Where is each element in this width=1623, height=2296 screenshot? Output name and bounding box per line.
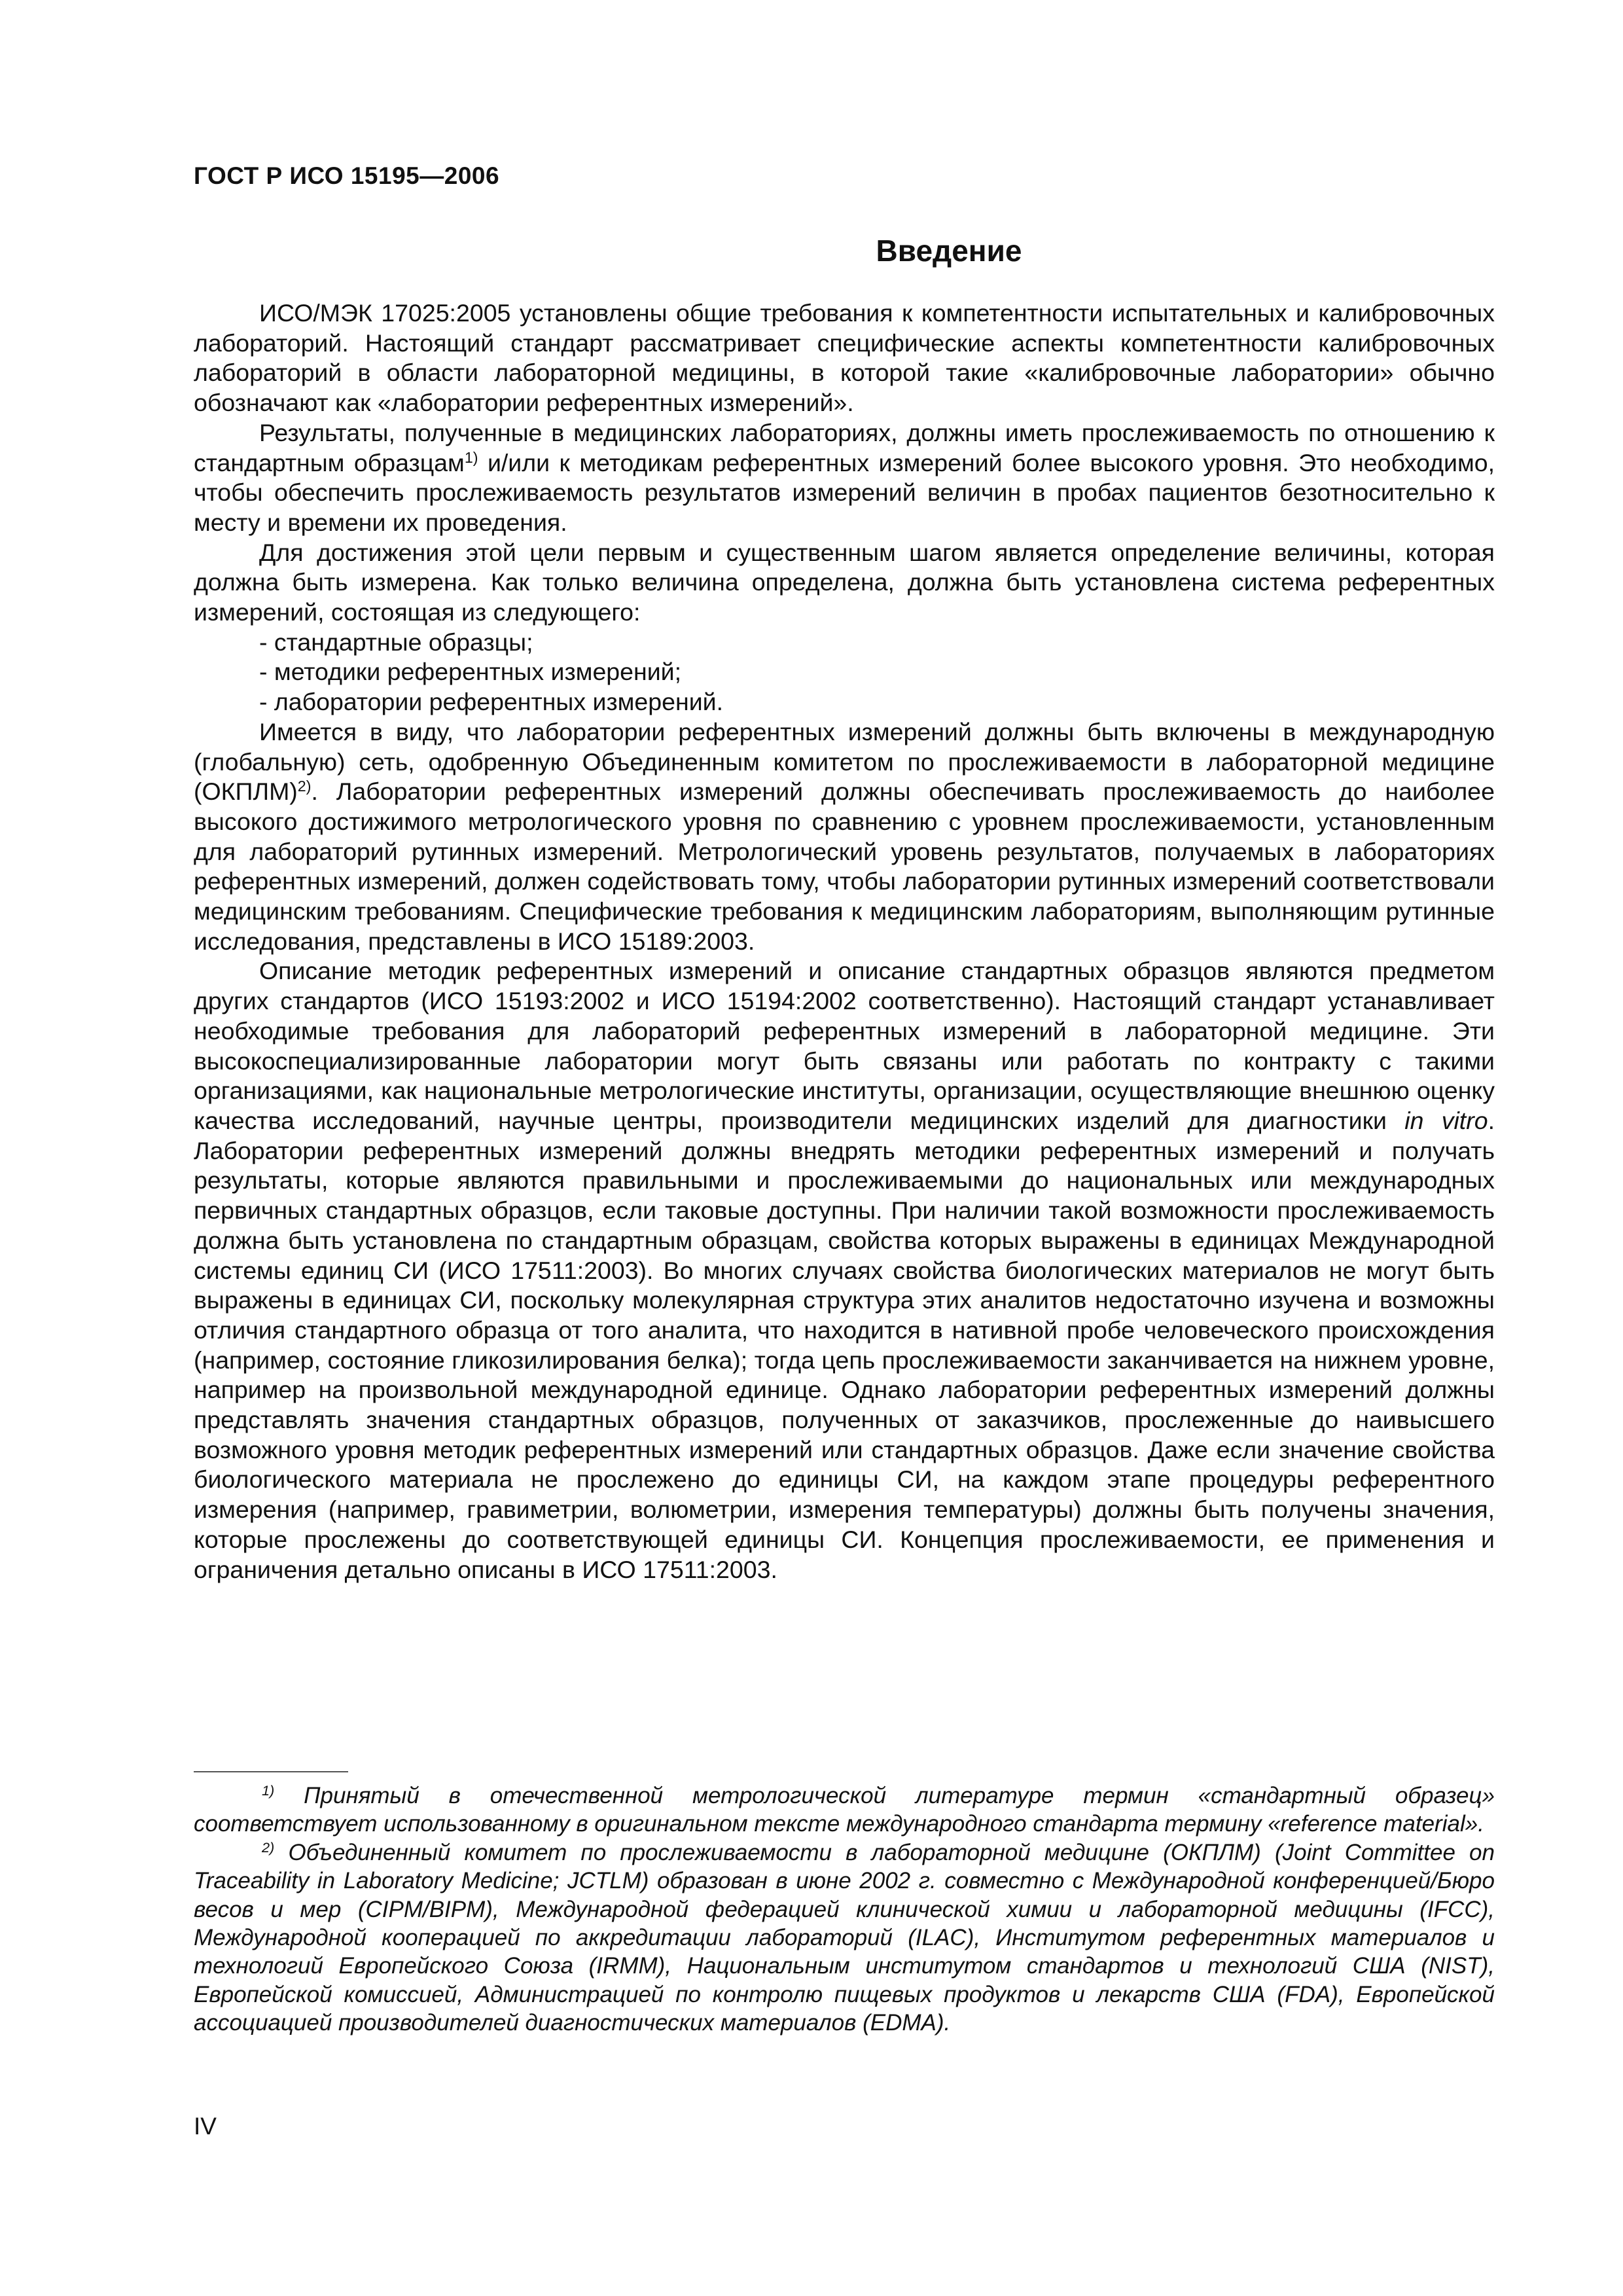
footnote-ref-2[interactable]: 2): [297, 778, 312, 795]
paragraph-3: Для достижения этой цели первым и существенным шагом является определение величины, которая должна быть измерена. Как только величина определена, должна быть установлена система референтных измерений, состоящая из следующего:: [194, 538, 1495, 626]
paragraph-2-text-a: Результаты, полученные в медицинских лабораториях, должны иметь прослеживаемость по отношению к стандартным образцам: [194, 418, 1495, 476]
paragraph-2: [194, 418, 1495, 538]
paragraph-1: ИСО/МЭК 17025:2005 установлены общие требования к компетентности испытательных и калибровочных лабораторий. Настоящий стандарт рассматривает специфические аспекты компетентности калибровочных лабораторий в области лабораторной медицины, в которой такие «калибровочные лаборатории» обычно обозначают как «лаборатории референтных измерений».: [194, 299, 1495, 417]
paragraph-5-italic: in vitro: [1404, 1106, 1488, 1134]
footnote-mark: 2): [262, 1839, 275, 1856]
paragraph-2-text-b: и/или к методикам референтных измерений более высокого уровня. Это необходимо, чтобы обеспечить прослеживаемость результатов измерений величин в пробах пациентов безотносительно к месту и времени их проведения.: [194, 448, 1495, 536]
paragraph-5: [194, 956, 1495, 1585]
list-item: - методики референтных измерений;: [259, 658, 682, 686]
paragraph-4: [194, 717, 1495, 957]
footnotes: [194, 1782, 1495, 2037]
page-number: IV: [194, 2113, 217, 2140]
footnote-divider: [194, 1771, 348, 1772]
footnote-mark: 1): [262, 1782, 275, 1799]
footnote-text: Принятый в отечественной метрологической литературе термин «стандартный образец» соответствует использованному в оригинальном тексте международного стандарта термину «reference material».: [194, 1783, 1495, 1837]
paragraph-4-text-b: . Лаборатории референтных измерений должны обеспечивать прослеживаемость до наиболее высокого достижимого метрологического уровня по сравнению с уровнем прослеживаемости, установленным для лабораторий рутинных измерений. Метрологический уровень результатов, получаемых в лабораториях референтных измерений, должен содействовать тому, чтобы лаборатории рутинных измерений соответствовали медицинским требованиям. Специфические требования к медицинским лабораториям, выполняющим рутинные исследования, представлены в ИСО 15189:2003.: [194, 778, 1495, 955]
list-item: - лаборатории референтных измерений.: [259, 688, 724, 716]
section-title: Введение: [876, 234, 1022, 268]
introduction-body: [194, 298, 1495, 1585]
footnote-1: [194, 1782, 1495, 1839]
document-header: ГОСТ Р ИСО 15195—2006: [194, 162, 500, 189]
footnote-ref-1[interactable]: 1): [464, 448, 478, 466]
footnote-text: Объединенный комитет по прослеживаемости в лабораторной медицине (ОКПЛМ) (Joint Committee on Traceability in Laboratory Medicine; JCTLM) образован в июне 2002 г. совместно с Международной конференцией/Бюро весов и мер (CIPM/BIPM), Международной федерацией клинической химии и лабораторной медицины (IFCC), Международной кооперацией по аккредитации лабораторий (ILAC), Институтом референтных материалов и технологий Европейского Союза (IRMM), Национальным институтом стандартов и технологий США (NIST), Европейской комиссией, Администрацией по контролю пищевых продуктов и лекарств США (FDA), Европейской ассоциацией производителей диагностических материалов (EDMA).: [194, 1839, 1495, 2036]
paragraph-5-text-b: . Лаборатории референтных измерений должны внедрять методики референтных измерений и получать результаты, которые являются правильными и прослеживаемыми до национальных или международных первичных стандартных образцов, если таковые доступны. При наличии такой возможности прослеживаемость должна быть установлена по стандартным образцам, свойства которых выражены в единицах Международной системы единиц СИ (ИСО 17511:2003). Во многих случаях свойства биологических материалов не могут быть выражены в единицах СИ, поскольку молекулярная структура этих аналитов недостаточно изучена и возможны отличия стандартного образца от того аналита, что находится в нативной пробе человеческого происхождения (например, состояние гликозилирования белка); тогда цепь прослеживаемости заканчивается на нижнем уровне, например на произвольной международной единице. Однако лаборатории референтных измерений должны представлять значения стандартных образцов, полученных от заказчиков, прослеженные до наивысшего возможного уровня методик референтных измерений или стандартных образцов. Даже если значение свойства биологического материала не прослежено до единицы СИ, на каждом этапе процедуры референтного измерения (например, гравиметрии, волюметрии, измерения температуры) должны быть получены значения, которые прослежены до соответствующей единицы СИ. Концепция прослеживаемости, ее применения и ограничения детально описаны в ИСО 17511:2003.: [194, 1106, 1495, 1583]
list-item: - стандартные образцы;: [259, 628, 533, 656]
paragraph-5-text-a: Описание методик референтных измерений и описание стандартных образцов являются предметом других стандартов (ИСО 15193:2002 и ИСО 15194:2002 соответственно). Настоящий стандарт устанавливает необходимые требования для лабораторий референтных измерений в лабораторной медицине. Эти высокоспециализированные лаборатории могут быть связаны или работать по контракту с такими организациями, как национальные метрологические институты, организации, осуществляющие внешнюю оценку качества исследований, научные центры, производители медицинских изделий для диагностики: [194, 957, 1495, 1134]
paragraph-4-text-a: Имеется в виду, что лаборатории референтных измерений должны быть включены в международную (глобальную) сеть, одобренную Объединенным комитетом по прослеживаемости в лабораторной медицине (ОКПЛМ): [194, 717, 1495, 806]
footnote-2: [194, 1839, 1495, 2037]
